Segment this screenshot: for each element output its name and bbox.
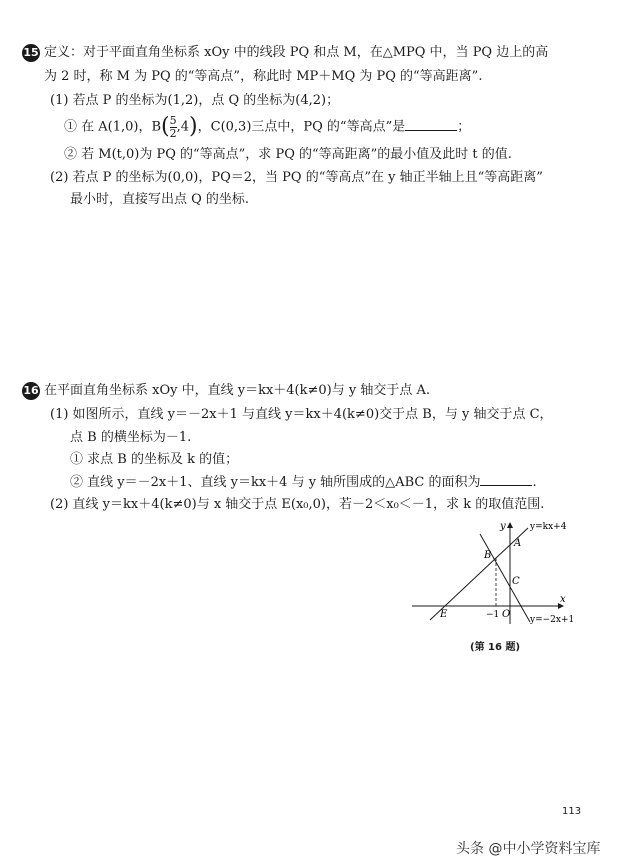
q16-part1-line-2: 点 B 的横坐标为－1. bbox=[70, 430, 192, 445]
y-axis-arrow-icon bbox=[507, 522, 513, 528]
q15-subq1-text-b: ,4 bbox=[176, 119, 190, 135]
page-number: 113 bbox=[562, 806, 582, 817]
figure-caption: (第 16 题) bbox=[470, 642, 521, 653]
q15-part1-intro: (1) 若点 P 的坐标为(1,2)，点 Q 的坐标为(4,2)； bbox=[50, 93, 340, 108]
question-number-16: 16 bbox=[22, 382, 40, 400]
q16-part2: (2) 直线 y＝kx＋4(k≠0)与 x 轴交于点 E(x₀,0)，若－2＜x₀＜－1，求 k 的取值范围. bbox=[50, 497, 545, 512]
q16-subq2-text: ② 直线 y＝－2x＋1、直线 y＝kx＋4 与 y 轴所围成的△ABC 的面积为 bbox=[70, 475, 481, 490]
q16-line-1: 在平面直角坐标系 xOy 中，直线 y＝kx＋4(k≠0)与 y 轴交于点 A. bbox=[44, 383, 431, 398]
label-A: A bbox=[514, 538, 522, 549]
answer-blank[interactable] bbox=[480, 472, 532, 486]
q15-part1-subq2: ② 若 M(t,0)为 PQ 的“等高点”，求 PQ 的“等高距离”的最小值及此时 t 的值. bbox=[64, 147, 512, 162]
fraction-denominator: 2 bbox=[169, 126, 177, 140]
question-number-15: 15 bbox=[22, 44, 40, 62]
fraction bbox=[170, 115, 177, 140]
fraction-numerator: 5 bbox=[169, 113, 177, 127]
q15-part2-line-1: (2) 若点 P 的坐标为(0,0)，PQ＝2，当 PQ 的“等高点”在 y 轴正半轴上且“等高距离” bbox=[50, 170, 543, 185]
q15-part1-subq1 bbox=[64, 114, 470, 141]
label-line-neg2x1: y=−2x+1 bbox=[530, 615, 575, 625]
left-paren: ( bbox=[161, 114, 170, 139]
q15-line-1: 定义：对于平面直角坐标系 xOy 中的线段 PQ 和点 M，在△MPQ 中，当 PQ 边上的高 bbox=[44, 45, 549, 60]
right-paren: ) bbox=[189, 114, 198, 139]
q15-subq1-text-c: ，C(0,3)三点中，PQ 的“等高点”是 bbox=[197, 119, 406, 135]
label-B: B bbox=[484, 550, 492, 561]
q16-subq2-end: . bbox=[532, 475, 537, 490]
q16-part1-line-1: (1) 如图所示，直线 y＝－2x＋1 与直线 y＝kx＋4(k≠0)交于点 B，与 y 轴交于点 C， bbox=[50, 407, 553, 422]
q15-subq1-text-a: ① 在 A(1,0)，B bbox=[64, 119, 162, 135]
q16-part1-subq1: ① 求点 B 的坐标及 k 的值； bbox=[70, 452, 239, 467]
q15-subq1-text-d: ； bbox=[457, 119, 471, 135]
label-C: C bbox=[512, 576, 520, 587]
coordinate-figure bbox=[408, 520, 578, 630]
label-O: O bbox=[502, 609, 511, 620]
label-line-kx4: y=kx+4 bbox=[530, 522, 567, 532]
watermark: 头条 @中小学资料宝库 bbox=[456, 841, 601, 857]
label-E: E bbox=[440, 609, 448, 620]
q15-line-2: 为 2 时，称 M 为 PQ 的“等高点”，称此时 MP＋MQ 为 PQ 的“等高距离”. bbox=[44, 69, 483, 84]
label-y: y bbox=[500, 521, 506, 532]
label-x: x bbox=[560, 594, 566, 605]
label-neg1: −1 bbox=[486, 610, 500, 620]
answer-blank[interactable] bbox=[405, 117, 457, 131]
q15-part2-line-2: 最小时，直接写出点 Q 的坐标. bbox=[70, 192, 250, 207]
q16-part1-subq2 bbox=[70, 472, 537, 493]
